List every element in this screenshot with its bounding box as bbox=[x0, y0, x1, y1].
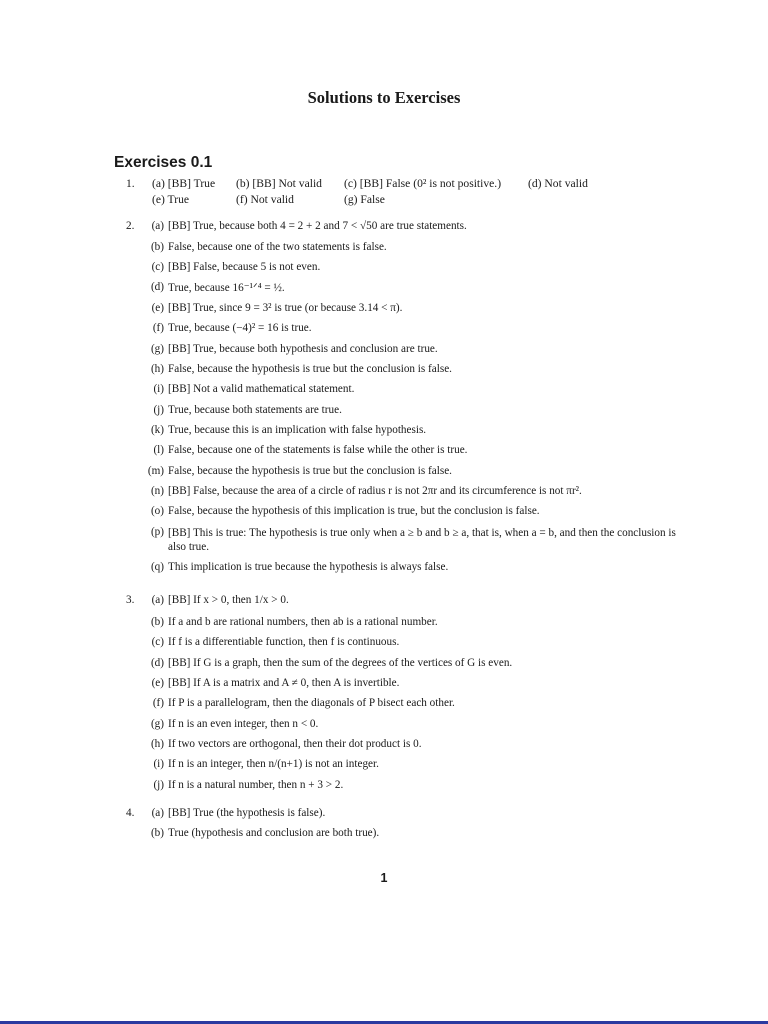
answer-item bbox=[150, 561, 449, 573]
item-label: (h) bbox=[150, 363, 164, 375]
answer-item bbox=[147, 465, 452, 477]
answer-b: (b) [BB] Not valid bbox=[236, 177, 322, 190]
answer-item bbox=[151, 302, 403, 314]
answer-item bbox=[150, 241, 387, 253]
item-label: (p) bbox=[150, 526, 164, 538]
answer-item bbox=[151, 594, 289, 606]
page-title: Solutions to Exercises bbox=[307, 88, 461, 107]
answer-item bbox=[153, 779, 344, 791]
item-text: [BB] False, because the area of a circle of radius r is not 2πr and its circumference is not πr². bbox=[168, 485, 582, 497]
item-text: [BB] If A is a matrix and A ≠ 0, then A is invertible. bbox=[168, 677, 400, 689]
answer-item bbox=[150, 827, 380, 839]
answer-c: (c) [BB] False (0² is not positive.) bbox=[344, 177, 502, 190]
answer-item bbox=[150, 616, 438, 628]
item-label: (j) bbox=[153, 404, 164, 416]
item-label: (g) bbox=[150, 343, 164, 355]
answer-item bbox=[150, 281, 285, 294]
answer-item bbox=[150, 343, 438, 355]
item-text: True, because 16⁻¹ᐟ⁴ = ½. bbox=[168, 282, 285, 294]
item-label: (n) bbox=[150, 485, 164, 497]
item-label: (c) bbox=[151, 261, 164, 273]
answer-item bbox=[151, 807, 326, 819]
item-label: (b) bbox=[150, 241, 164, 253]
item-label: (h) bbox=[150, 738, 164, 750]
item-text: False, because one of the statements is false while the other is true. bbox=[168, 444, 468, 456]
item-text: True (hypothesis and conclusion are both true). bbox=[168, 827, 380, 839]
answer-item bbox=[150, 526, 680, 554]
answer-item bbox=[150, 363, 452, 375]
item-label: (e) bbox=[151, 302, 164, 314]
item-label: (i) bbox=[153, 758, 164, 770]
item-label: (l) bbox=[153, 444, 164, 456]
answer-g: (g) False bbox=[344, 193, 385, 206]
item-text: [BB] True, because both hypothesis and conclusion are true. bbox=[168, 343, 438, 355]
item-text: [BB] True, because both 4 = 2 + 2 and 7 < √50 are true statements. bbox=[168, 220, 467, 232]
item-label: (f) bbox=[152, 697, 164, 709]
answer-item bbox=[151, 261, 321, 273]
item-text: If n is an even integer, then n < 0. bbox=[168, 718, 319, 730]
item-label: (a) bbox=[151, 594, 164, 606]
item-text: If n is an integer, then n/(n+1) is not an integer. bbox=[168, 758, 379, 770]
answer-item bbox=[151, 636, 400, 648]
answer-item bbox=[152, 697, 455, 709]
item-label: (g) bbox=[150, 718, 164, 730]
item-label: (i) bbox=[153, 383, 164, 395]
exercise-number: 2. bbox=[126, 220, 135, 232]
item-label: (m) bbox=[147, 465, 164, 477]
item-label: (o) bbox=[150, 505, 164, 517]
item-text: If two vectors are orthogonal, then their dot product is 0. bbox=[168, 738, 422, 750]
exercise-number: 3. bbox=[126, 594, 135, 606]
section-heading: Exercises 0.1 bbox=[114, 154, 213, 171]
answer-item bbox=[151, 677, 400, 689]
page-number: 1 bbox=[380, 871, 388, 885]
item-text: If a and b are rational numbers, then ab is a rational number. bbox=[168, 616, 438, 628]
item-text: [BB] If G is a graph, then the sum of the degrees of the vertices of G is even. bbox=[168, 657, 513, 669]
answer-f: (f) Not valid bbox=[236, 193, 294, 206]
answer-item bbox=[153, 383, 355, 395]
item-text: True, because this is an implication with false hypothesis. bbox=[168, 424, 427, 436]
answer-item bbox=[150, 485, 582, 497]
item-label: (j) bbox=[153, 779, 164, 791]
item-text: False, because the hypothesis is true but the conclusion is false. bbox=[168, 465, 452, 477]
item-text: This implication is true because the hypothesis is always false. bbox=[168, 561, 449, 573]
item-text: [BB] False, because 5 is not even. bbox=[168, 261, 321, 273]
item-label: (e) bbox=[151, 677, 164, 689]
item-text: [BB] This is true: The hypothesis is true only when a ≥ b and b ≥ a, that is, when a = b, and then the conclusion is also true. bbox=[168, 527, 676, 553]
answer-item bbox=[150, 738, 422, 750]
item-text: False, because the hypothesis is true but the conclusion is false. bbox=[168, 363, 452, 375]
item-text: False, because one of the two statements is false. bbox=[168, 241, 387, 253]
item-label: (k) bbox=[150, 424, 164, 436]
answer-item bbox=[153, 758, 379, 770]
item-label: (d) bbox=[150, 281, 164, 293]
item-label: (a) bbox=[151, 220, 164, 232]
answer-item bbox=[150, 424, 427, 436]
answer-a: (a) [BB] True bbox=[152, 177, 216, 190]
item-label: (f) bbox=[152, 322, 164, 334]
item-label: (b) bbox=[150, 827, 164, 839]
answer-item bbox=[153, 444, 468, 456]
item-text: If P is a parallelogram, then the diagonals of P bisect each other. bbox=[168, 697, 455, 709]
exercise-number: 4. bbox=[126, 807, 135, 819]
answer-d: (d) Not valid bbox=[528, 177, 588, 190]
item-label: (a) bbox=[151, 807, 164, 819]
item-text: True, because both statements are true. bbox=[168, 404, 342, 416]
answer-item bbox=[151, 220, 467, 232]
item-text: If f is a differentiable function, then f is continuous. bbox=[168, 636, 400, 648]
item-text: [BB] True, since 9 = 3² is true (or because 3.14 < π). bbox=[168, 302, 403, 314]
item-text: [BB] Not a valid mathematical statement. bbox=[168, 383, 355, 395]
exercise-number: 1. bbox=[126, 177, 135, 190]
item-label: (q) bbox=[150, 561, 164, 573]
answer-item bbox=[153, 404, 342, 416]
item-text: [BB] True (the hypothesis is false). bbox=[168, 807, 326, 819]
answer-item bbox=[152, 322, 312, 334]
item-label: (b) bbox=[150, 616, 164, 628]
answer-item bbox=[150, 657, 513, 669]
item-label: (c) bbox=[151, 636, 164, 648]
answer-item bbox=[150, 718, 319, 730]
item-text: [BB] If x > 0, then 1/x > 0. bbox=[168, 594, 289, 606]
item-text: True, because (−4)² = 16 is true. bbox=[168, 322, 312, 334]
item-text: False, because the hypothesis of this implication is true, but the conclusion is false. bbox=[168, 505, 540, 517]
item-text: If n is a natural number, then n + 3 > 2. bbox=[168, 779, 344, 791]
answer-item bbox=[150, 505, 540, 517]
item-label: (d) bbox=[150, 657, 164, 669]
answer-e: (e) True bbox=[152, 193, 190, 206]
